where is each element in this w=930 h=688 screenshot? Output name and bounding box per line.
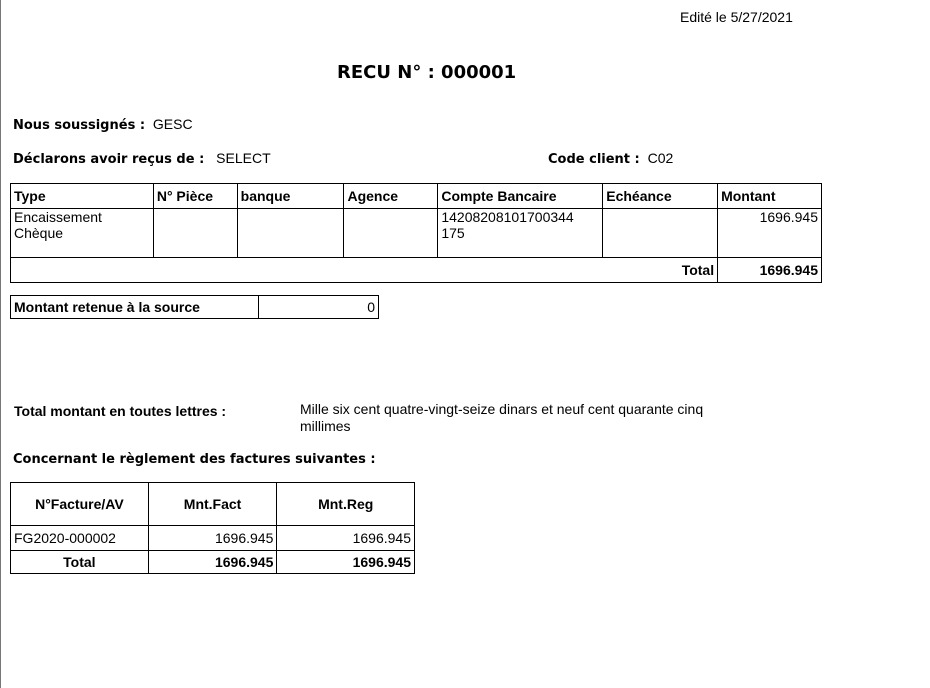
col-header-echeance: Echéance	[603, 184, 718, 209]
invoices-total-fact: 1696.945	[148, 551, 277, 574]
cell-piece	[153, 209, 237, 258]
recus-de-label: Déclarons avoir reçus de :	[13, 152, 205, 167]
payments-total-value: 1696.945	[718, 258, 822, 283]
cell-banque	[237, 209, 344, 258]
invoices-total-label: Total	[11, 551, 149, 574]
soussignes-value: GESC	[152, 116, 193, 132]
table-row	[11, 526, 415, 551]
invoices-total-reg: 1696.945	[277, 551, 415, 574]
type-line2: Chèque	[14, 225, 64, 241]
col-header-facture: N°Facture/AV	[11, 483, 149, 526]
payments-table	[10, 183, 822, 283]
cell-echeance	[603, 209, 718, 258]
recus-de-row	[13, 150, 271, 167]
lettres-value	[300, 401, 703, 435]
col-header-mnt-reg: Mnt.Reg	[277, 483, 415, 526]
cell-facture: FG2020-000002	[11, 526, 149, 551]
receipt-title: RECU N° : 000001	[337, 62, 517, 83]
invoices-table	[10, 482, 415, 574]
code-client-row	[548, 150, 673, 167]
cell-type	[11, 209, 154, 258]
lettres-line2: millimes	[300, 418, 351, 434]
code-client-value: C02	[647, 150, 674, 166]
retenue-box	[10, 295, 379, 319]
col-header-compte: Compte Bancaire	[438, 184, 603, 209]
col-header-mnt-fact: Mnt.Fact	[148, 483, 277, 526]
col-header-montant: Montant	[718, 184, 822, 209]
recus-de-value: SELECT	[216, 150, 271, 166]
compte-line1: 14208208101700344	[441, 209, 574, 225]
cell-mnt-fact: 1696.945	[148, 526, 277, 551]
col-header-agence: Agence	[344, 184, 438, 209]
compte-line2: 175	[441, 225, 465, 241]
soussignes-row	[13, 116, 193, 133]
payments-header-row	[11, 184, 822, 209]
edited-date: Edité le 5/27/2021	[680, 9, 793, 25]
code-client-label: Code client :	[548, 152, 640, 167]
soussignes-label: Nous soussignés :	[13, 118, 146, 133]
type-line1: Encaissement	[14, 209, 102, 225]
lettres-line1: Mille six cent quatre-vingt-seize dinars et neuf cent quarante cinq	[300, 401, 704, 417]
invoices-total-row	[11, 551, 415, 574]
invoices-header-row	[11, 483, 415, 526]
cell-montant: 1696.945	[718, 209, 822, 258]
retenue-label: Montant retenue à la source	[11, 296, 259, 319]
page-left-edge	[0, 0, 1, 688]
col-header-banque: banque	[237, 184, 344, 209]
payments-total-label: Total	[11, 258, 718, 283]
cell-compte	[438, 209, 603, 258]
cell-agence	[344, 209, 438, 258]
table-row	[11, 209, 822, 258]
lettres-label: Total montant en toutes lettres :	[14, 403, 227, 419]
col-header-type: Type	[11, 184, 154, 209]
payments-total-row	[11, 258, 822, 283]
concernant-label: Concernant le règlement des factures suivantes :	[13, 452, 376, 467]
col-header-piece: N° Pièce	[153, 184, 237, 209]
cell-mnt-reg: 1696.945	[277, 526, 415, 551]
retenue-value: 0	[259, 296, 379, 319]
